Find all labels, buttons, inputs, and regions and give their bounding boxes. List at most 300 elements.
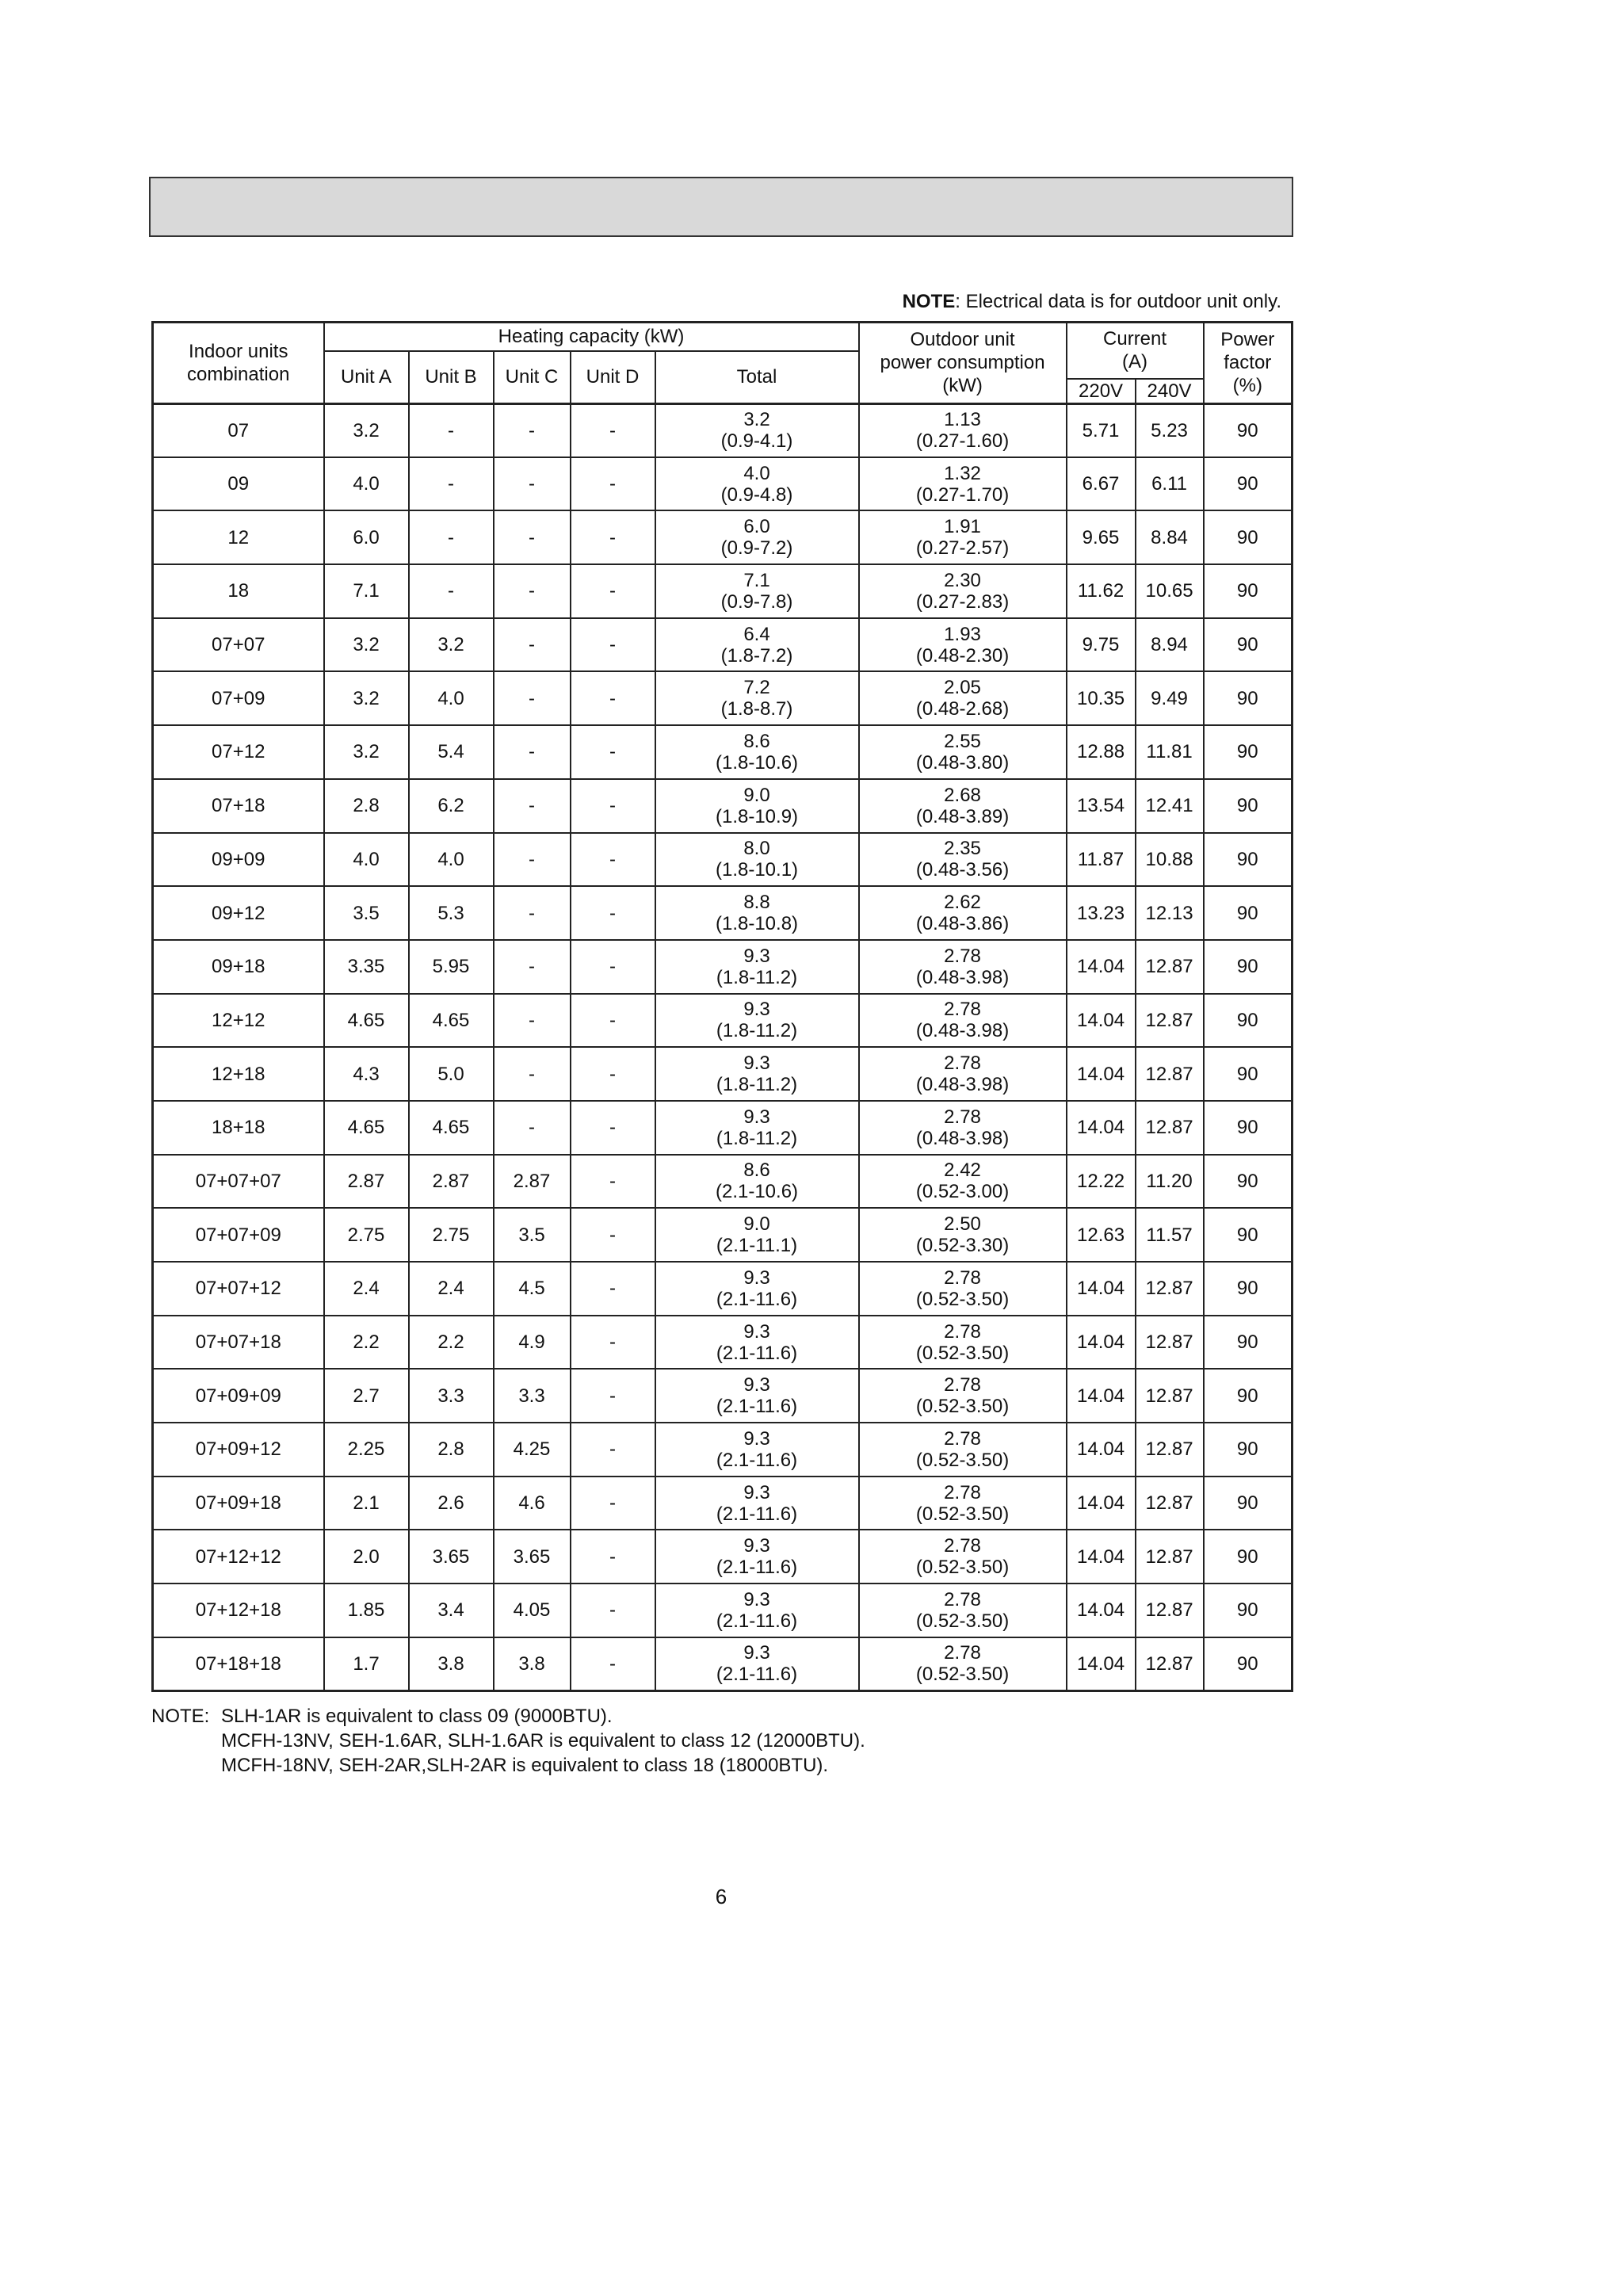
cell-power-consumption-value: 1.13 xyxy=(944,409,981,431)
cell-total-value: 8.0 xyxy=(743,838,770,860)
header-power-line2: power consumption xyxy=(880,352,1045,374)
cell-current-220v: 5.71 xyxy=(1067,403,1136,457)
cell-unit-d: - xyxy=(571,1477,655,1530)
cell-total-range: (1.8-10.9) xyxy=(715,805,799,827)
cell-power-consumption xyxy=(859,1477,1067,1530)
cell-power-consumption xyxy=(859,940,1067,994)
cell-total-value: 9.3 xyxy=(743,1588,770,1610)
cell-combination: 12+12 xyxy=(153,994,324,1048)
cell-unit-b: 5.4 xyxy=(409,725,494,779)
cell-power-consumption-value: 2.78 xyxy=(944,1266,981,1289)
cell-current-240v: 12.41 xyxy=(1136,779,1204,833)
table-row xyxy=(153,1637,1293,1691)
cell-power-consumption-value: 2.78 xyxy=(944,1052,981,1075)
cell-power-consumption xyxy=(859,1047,1067,1101)
cell-combination: 12+18 xyxy=(153,1047,324,1101)
header-220v: 220V xyxy=(1067,379,1136,404)
table-row xyxy=(153,1101,1293,1155)
cell-power-factor: 90 xyxy=(1204,1047,1293,1101)
header-unit-d: Unit D xyxy=(571,351,655,404)
cell-combination: 07+18+18 xyxy=(153,1637,324,1691)
cell-unit-b: 4.0 xyxy=(409,833,494,887)
header-pf-line3: (%) xyxy=(1232,375,1262,397)
cell-power-consumption-range: (0.52-3.50) xyxy=(915,1503,1010,1525)
cell-unit-b: 3.3 xyxy=(409,1369,494,1423)
cell-total xyxy=(655,1369,859,1423)
cell-unit-d: - xyxy=(571,457,655,511)
cell-total xyxy=(655,1208,859,1262)
cell-power-consumption xyxy=(859,564,1067,618)
cell-power-consumption-range: (0.48-3.56) xyxy=(915,859,1010,881)
cell-total xyxy=(655,618,859,672)
cell-total-range: (2.1-11.6) xyxy=(716,1342,798,1364)
cell-combination: 12 xyxy=(153,510,324,564)
cell-power-consumption xyxy=(859,1423,1067,1477)
cell-unit-c: - xyxy=(494,886,571,940)
cell-current-220v: 14.04 xyxy=(1067,1369,1136,1423)
cell-combination: 07 xyxy=(153,403,324,457)
cell-power-factor: 90 xyxy=(1204,564,1293,618)
cell-combination: 07+09 xyxy=(153,671,324,725)
cell-total-value: 9.3 xyxy=(743,1266,770,1289)
cell-current-220v: 12.22 xyxy=(1067,1155,1136,1209)
cell-power-consumption-value: 1.91 xyxy=(944,516,981,538)
cell-total xyxy=(655,1101,859,1155)
cell-unit-a: 2.4 xyxy=(324,1262,409,1316)
cell-power-factor: 90 xyxy=(1204,671,1293,725)
cell-total-value: 9.3 xyxy=(743,1535,770,1557)
cell-total-value: 9.0 xyxy=(743,784,770,806)
cell-current-240v: 12.87 xyxy=(1136,1584,1204,1637)
cell-unit-a: 1.7 xyxy=(324,1637,409,1691)
header-unit-c: Unit C xyxy=(494,351,571,404)
cell-unit-c: 4.6 xyxy=(494,1477,571,1530)
cell-total xyxy=(655,1316,859,1370)
cell-unit-a: 3.2 xyxy=(324,671,409,725)
cell-unit-b: 4.65 xyxy=(409,994,494,1048)
cell-power-consumption xyxy=(859,994,1067,1048)
cell-unit-c: 2.87 xyxy=(494,1155,571,1209)
cell-total xyxy=(655,1637,859,1691)
cell-combination: 07+12+18 xyxy=(153,1584,324,1637)
cell-power-consumption-range: (0.52-3.50) xyxy=(915,1449,1010,1471)
table-row xyxy=(153,886,1293,940)
cell-total xyxy=(655,403,859,457)
cell-current-220v: 12.63 xyxy=(1067,1208,1136,1262)
cell-power-consumption xyxy=(859,1637,1067,1691)
section-title-band xyxy=(149,177,1293,237)
header-current xyxy=(1067,323,1204,379)
cell-total xyxy=(655,1423,859,1477)
cell-combination: 18+18 xyxy=(153,1101,324,1155)
cell-power-factor: 90 xyxy=(1204,510,1293,564)
cell-current-220v: 14.04 xyxy=(1067,1262,1136,1316)
cell-total-value: 4.0 xyxy=(743,462,770,484)
cell-total-range: (1.8-10.8) xyxy=(715,913,799,935)
cell-total xyxy=(655,564,859,618)
cell-unit-d: - xyxy=(571,1262,655,1316)
page-number: 6 xyxy=(715,1885,727,1908)
cell-unit-a: 3.5 xyxy=(324,886,409,940)
cell-current-220v: 14.04 xyxy=(1067,1101,1136,1155)
cell-current-240v: 11.81 xyxy=(1136,725,1204,779)
cell-unit-c: 4.9 xyxy=(494,1316,571,1370)
cell-power-consumption-range: (0.52-3.50) xyxy=(915,1610,1010,1632)
cell-combination: 07+09+18 xyxy=(153,1477,324,1530)
cell-total-range: (0.9-4.8) xyxy=(720,483,793,506)
cell-unit-d: - xyxy=(571,1637,655,1691)
table-row xyxy=(153,725,1293,779)
cell-current-240v: 12.87 xyxy=(1136,1530,1204,1584)
cell-power-consumption-range: (0.52-3.50) xyxy=(915,1396,1010,1418)
cell-total-value: 7.1 xyxy=(743,569,770,591)
cell-total-value: 9.3 xyxy=(743,945,770,967)
cell-total-value: 8.8 xyxy=(743,892,770,914)
cell-power-consumption xyxy=(859,1530,1067,1584)
cell-unit-d: - xyxy=(571,1584,655,1637)
cell-total-value: 9.0 xyxy=(743,1213,770,1236)
cell-total xyxy=(655,457,859,511)
cell-unit-a: 4.65 xyxy=(324,1101,409,1155)
cell-power-consumption-range: (0.52-3.50) xyxy=(915,1557,1010,1579)
cell-unit-c: - xyxy=(494,457,571,511)
cell-unit-c: - xyxy=(494,994,571,1048)
cell-total-range: (2.1-11.6) xyxy=(716,1503,798,1525)
cell-unit-c: - xyxy=(494,564,571,618)
header-pf-line2: factor xyxy=(1224,352,1272,374)
cell-unit-c: 4.5 xyxy=(494,1262,571,1316)
cell-current-220v: 14.04 xyxy=(1067,940,1136,994)
cell-unit-c: 3.5 xyxy=(494,1208,571,1262)
cell-total-range: (0.9-7.8) xyxy=(720,590,793,613)
cell-unit-a: 4.65 xyxy=(324,994,409,1048)
cell-unit-d: - xyxy=(571,725,655,779)
cell-current-240v: 8.94 xyxy=(1136,618,1204,672)
cell-total-value: 3.2 xyxy=(743,409,770,431)
cell-unit-b: 2.75 xyxy=(409,1208,494,1262)
cell-current-220v: 9.75 xyxy=(1067,618,1136,672)
cell-unit-c: 3.8 xyxy=(494,1637,571,1691)
cell-combination: 07+07+07 xyxy=(153,1155,324,1209)
table-row xyxy=(153,1477,1293,1530)
cell-power-consumption xyxy=(859,833,1067,887)
table-row xyxy=(153,940,1293,994)
cell-unit-b: 3.65 xyxy=(409,1530,494,1584)
cell-power-consumption-value: 2.55 xyxy=(944,730,981,752)
cell-power-factor: 90 xyxy=(1204,618,1293,672)
cell-total xyxy=(655,1530,859,1584)
cell-total xyxy=(655,833,859,887)
cell-power-consumption xyxy=(859,1101,1067,1155)
cell-total xyxy=(655,1262,859,1316)
table-row xyxy=(153,994,1293,1048)
cell-combination: 18 xyxy=(153,564,324,618)
cell-power-consumption-value: 2.78 xyxy=(944,945,981,967)
cell-unit-b: 2.8 xyxy=(409,1423,494,1477)
cell-power-consumption xyxy=(859,1584,1067,1637)
cell-total xyxy=(655,1584,859,1637)
cell-combination: 07+07+09 xyxy=(153,1208,324,1262)
cell-unit-c: - xyxy=(494,510,571,564)
table-row xyxy=(153,1262,1293,1316)
cell-current-240v: 12.87 xyxy=(1136,1369,1204,1423)
cell-power-factor: 90 xyxy=(1204,940,1293,994)
cell-power-factor: 90 xyxy=(1204,833,1293,887)
cell-unit-d: - xyxy=(571,564,655,618)
header-combination-text: Indoor units combination xyxy=(187,340,290,385)
cell-unit-a: 2.7 xyxy=(324,1369,409,1423)
cell-unit-c: 3.65 xyxy=(494,1530,571,1584)
cell-power-consumption-range: (0.27-1.60) xyxy=(915,430,1010,453)
cell-current-240v: 12.13 xyxy=(1136,886,1204,940)
cell-total-value: 9.3 xyxy=(743,1106,770,1128)
cell-unit-a: 2.87 xyxy=(324,1155,409,1209)
cell-unit-c: - xyxy=(494,1101,571,1155)
cell-total-range: (1.8-7.2) xyxy=(720,644,793,667)
cell-total xyxy=(655,671,859,725)
cell-power-consumption xyxy=(859,779,1067,833)
cell-unit-c: - xyxy=(494,403,571,457)
cell-power-consumption xyxy=(859,725,1067,779)
header-unit-b: Unit B xyxy=(409,351,494,404)
cell-unit-d: - xyxy=(571,1316,655,1370)
cell-power-factor: 90 xyxy=(1204,1369,1293,1423)
cell-total-value: 7.2 xyxy=(743,677,770,699)
cell-power-consumption-range: (0.48-2.30) xyxy=(915,644,1010,667)
cell-unit-d: - xyxy=(571,994,655,1048)
cell-total-value: 9.3 xyxy=(743,1374,770,1396)
heating-capacity-table xyxy=(151,321,1293,1692)
cell-unit-c: - xyxy=(494,779,571,833)
cell-unit-a: 2.2 xyxy=(324,1316,409,1370)
table-row xyxy=(153,1584,1293,1637)
cell-current-220v: 14.04 xyxy=(1067,1530,1136,1584)
cell-power-consumption xyxy=(859,671,1067,725)
cell-current-240v: 12.87 xyxy=(1136,1262,1204,1316)
cell-total xyxy=(655,1155,859,1209)
cell-current-240v: 12.87 xyxy=(1136,994,1204,1048)
table-row xyxy=(153,671,1293,725)
cell-current-240v: 10.65 xyxy=(1136,564,1204,618)
cell-unit-d: - xyxy=(571,1423,655,1477)
cell-current-240v: 12.87 xyxy=(1136,1101,1204,1155)
cell-power-consumption-value: 1.32 xyxy=(944,462,981,484)
cell-unit-c: - xyxy=(494,833,571,887)
cell-total xyxy=(655,1477,859,1530)
cell-power-consumption-range: (0.48-3.80) xyxy=(915,751,1010,774)
cell-power-consumption xyxy=(859,403,1067,457)
cell-current-220v: 13.23 xyxy=(1067,886,1136,940)
cell-total-range: (2.1-11.6) xyxy=(716,1396,798,1418)
cell-current-240v: 12.87 xyxy=(1136,1637,1204,1691)
cell-unit-c: - xyxy=(494,618,571,672)
table-row xyxy=(153,403,1293,457)
cell-unit-b: 5.0 xyxy=(409,1047,494,1101)
cell-power-factor: 90 xyxy=(1204,779,1293,833)
cell-unit-c: 4.25 xyxy=(494,1423,571,1477)
cell-power-consumption-value: 2.50 xyxy=(944,1213,981,1236)
table-row xyxy=(153,1423,1293,1477)
cell-unit-c: 4.05 xyxy=(494,1584,571,1637)
cell-total-value: 9.3 xyxy=(743,1320,770,1343)
cell-unit-d: - xyxy=(571,886,655,940)
cell-current-240v: 12.87 xyxy=(1136,1477,1204,1530)
cell-unit-b: 3.8 xyxy=(409,1637,494,1691)
cell-unit-a: 2.8 xyxy=(324,779,409,833)
cell-current-220v: 14.04 xyxy=(1067,1047,1136,1101)
cell-unit-a: 7.1 xyxy=(324,564,409,618)
notes-prefix: NOTE: xyxy=(151,1706,210,1727)
cell-combination: 07+09+09 xyxy=(153,1369,324,1423)
cell-current-240v: 12.87 xyxy=(1136,1316,1204,1370)
table-row xyxy=(153,1155,1293,1209)
cell-unit-d: - xyxy=(571,403,655,457)
cell-total-value: 9.3 xyxy=(743,1642,770,1664)
table-row xyxy=(153,1316,1293,1370)
electrical-data-note xyxy=(903,291,1281,313)
cell-total xyxy=(655,994,859,1048)
cell-combination: 09+12 xyxy=(153,886,324,940)
cell-unit-d: - xyxy=(571,1530,655,1584)
cell-total xyxy=(655,886,859,940)
cell-total xyxy=(655,779,859,833)
cell-unit-b: 4.0 xyxy=(409,671,494,725)
cell-power-consumption xyxy=(859,1316,1067,1370)
cell-total-range: (2.1-11.6) xyxy=(716,1288,798,1310)
cell-combination: 07+09+12 xyxy=(153,1423,324,1477)
cell-unit-b: - xyxy=(409,403,494,457)
cell-unit-b: 4.65 xyxy=(409,1101,494,1155)
cell-unit-a: 2.25 xyxy=(324,1423,409,1477)
note-line-3: MCFH-18NV, SEH-2AR,SLH-2AR is equivalent to class 18 (18000BTU). xyxy=(221,1755,829,1776)
cell-current-240v: 12.87 xyxy=(1136,1423,1204,1477)
note-text: : Electrical data is for outdoor unit only. xyxy=(955,291,1281,312)
cell-total-value: 9.3 xyxy=(743,1052,770,1075)
cell-unit-b: - xyxy=(409,510,494,564)
header-power-line1: Outdoor unit xyxy=(910,329,1015,351)
cell-power-consumption-value: 2.68 xyxy=(944,784,981,806)
cell-power-consumption-value: 2.62 xyxy=(944,892,981,914)
cell-total-value: 9.3 xyxy=(743,1481,770,1503)
cell-total-range: (0.9-7.2) xyxy=(720,537,793,560)
cell-unit-d: - xyxy=(571,779,655,833)
cell-power-factor: 90 xyxy=(1204,1101,1293,1155)
cell-total xyxy=(655,940,859,994)
cell-power-consumption-value: 2.78 xyxy=(944,1427,981,1450)
cell-unit-b: 2.6 xyxy=(409,1477,494,1530)
cell-current-240v: 11.20 xyxy=(1136,1155,1204,1209)
cell-power-consumption-value: 2.78 xyxy=(944,1535,981,1557)
cell-power-consumption-value: 2.05 xyxy=(944,677,981,699)
cell-power-factor: 90 xyxy=(1204,1637,1293,1691)
cell-current-240v: 12.87 xyxy=(1136,940,1204,994)
cell-unit-b: 3.4 xyxy=(409,1584,494,1637)
cell-power-factor: 90 xyxy=(1204,725,1293,779)
cell-unit-b: 2.87 xyxy=(409,1155,494,1209)
cell-total-value: 9.3 xyxy=(743,999,770,1021)
cell-power-factor: 90 xyxy=(1204,994,1293,1048)
cell-power-consumption xyxy=(859,510,1067,564)
cell-power-consumption-range: (0.27-2.83) xyxy=(915,590,1010,613)
cell-current-220v: 10.35 xyxy=(1067,671,1136,725)
cell-power-consumption-value: 2.78 xyxy=(944,1481,981,1503)
cell-current-220v: 11.87 xyxy=(1067,833,1136,887)
cell-total-range: (1.8-8.7) xyxy=(720,698,793,720)
cell-combination: 07+18 xyxy=(153,779,324,833)
cell-power-consumption xyxy=(859,1208,1067,1262)
cell-power-consumption-range: (0.27-1.70) xyxy=(915,483,1010,506)
cell-total-value: 6.4 xyxy=(743,623,770,645)
header-heating-capacity: Heating capacity (kW) xyxy=(324,323,859,351)
cell-unit-c: - xyxy=(494,671,571,725)
cell-unit-d: - xyxy=(571,510,655,564)
cell-unit-b: 3.2 xyxy=(409,618,494,672)
note-line-1: SLH-1AR is equivalent to class 09 (9000BTU). xyxy=(221,1706,613,1727)
note-line-2: MCFH-13NV, SEH-1.6AR, SLH-1.6AR is equivalent to class 12 (12000BTU). xyxy=(221,1730,865,1752)
cell-power-consumption-value: 2.78 xyxy=(944,999,981,1021)
cell-total xyxy=(655,510,859,564)
cell-unit-d: - xyxy=(571,1101,655,1155)
cell-unit-b: 5.95 xyxy=(409,940,494,994)
cell-current-220v: 14.04 xyxy=(1067,1477,1136,1530)
cell-unit-a: 3.35 xyxy=(324,940,409,994)
table-row xyxy=(153,1530,1293,1584)
cell-total-range: (2.1-11.6) xyxy=(716,1449,798,1471)
cell-total-value: 8.6 xyxy=(743,730,770,752)
table-row xyxy=(153,779,1293,833)
cell-power-consumption xyxy=(859,618,1067,672)
cell-power-consumption-value: 2.78 xyxy=(944,1588,981,1610)
cell-power-factor: 90 xyxy=(1204,457,1293,511)
cell-power-consumption-range: (0.48-3.98) xyxy=(915,1020,1010,1042)
cell-power-factor: 90 xyxy=(1204,1584,1293,1637)
cell-total-range: (1.8-11.2) xyxy=(716,1074,798,1096)
cell-current-220v: 11.62 xyxy=(1067,564,1136,618)
cell-unit-a: 3.2 xyxy=(324,618,409,672)
cell-total-value: 9.3 xyxy=(743,1427,770,1450)
cell-unit-c: - xyxy=(494,725,571,779)
cell-combination: 09+09 xyxy=(153,833,324,887)
cell-current-220v: 6.67 xyxy=(1067,457,1136,511)
cell-current-220v: 13.54 xyxy=(1067,779,1136,833)
cell-total-range: (1.8-10.6) xyxy=(715,751,799,774)
cell-current-220v: 14.04 xyxy=(1067,1423,1136,1477)
cell-current-240v: 12.87 xyxy=(1136,1047,1204,1101)
cell-unit-d: - xyxy=(571,1369,655,1423)
cell-current-240v: 6.11 xyxy=(1136,457,1204,511)
cell-total-range: (2.1-10.6) xyxy=(715,1181,799,1203)
cell-power-consumption-range: (0.52-3.50) xyxy=(915,1342,1010,1364)
cell-power-factor: 90 xyxy=(1204,1208,1293,1262)
cell-total-range: (0.9-4.1) xyxy=(720,430,793,453)
cell-current-240v: 11.57 xyxy=(1136,1208,1204,1262)
cell-power-factor: 90 xyxy=(1204,1530,1293,1584)
cell-combination: 07+07+18 xyxy=(153,1316,324,1370)
cell-power-consumption xyxy=(859,886,1067,940)
cell-current-240v: 10.88 xyxy=(1136,833,1204,887)
header-pf-line1: Power xyxy=(1220,329,1275,351)
cell-power-consumption xyxy=(859,457,1067,511)
cell-combination: 07+12+12 xyxy=(153,1530,324,1584)
cell-total-value: 6.0 xyxy=(743,516,770,538)
cell-total-range: (2.1-11.6) xyxy=(716,1610,798,1632)
cell-power-consumption-value: 2.35 xyxy=(944,838,981,860)
cell-combination: 09+18 xyxy=(153,940,324,994)
cell-power-consumption-range: (0.48-3.98) xyxy=(915,1074,1010,1096)
cell-power-factor: 90 xyxy=(1204,403,1293,457)
cell-unit-d: - xyxy=(571,1047,655,1101)
table-row xyxy=(153,618,1293,672)
